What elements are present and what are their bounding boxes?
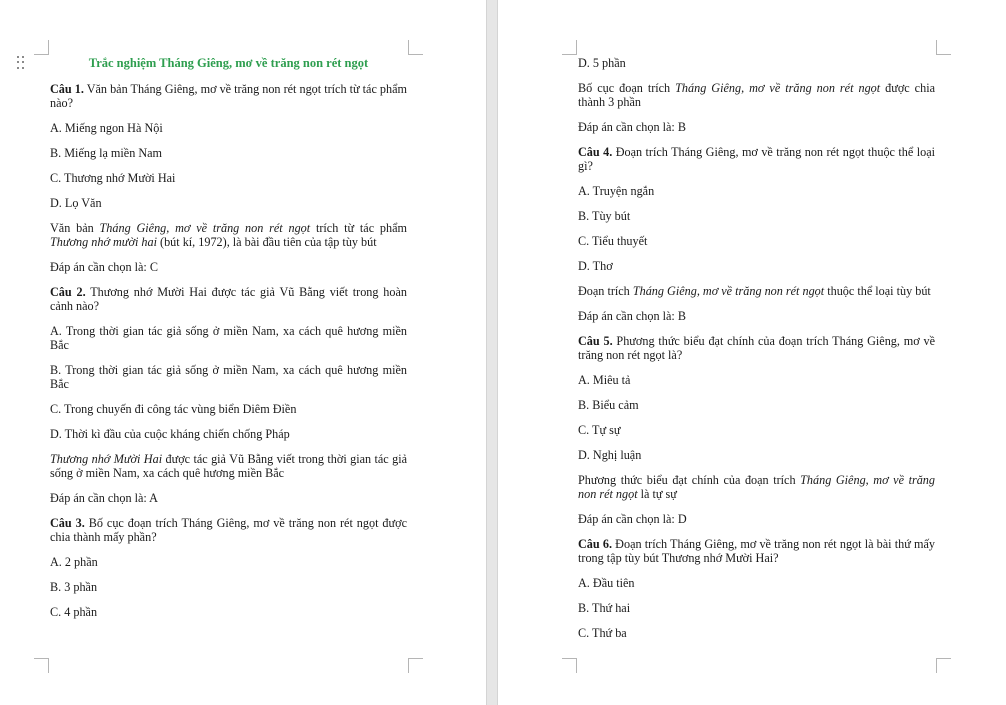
question-2 [50,285,407,313]
option: C. Tiểu thuyết [578,234,648,248]
option: C. Thứ ba [578,626,627,640]
question-number: Câu 5. [578,334,613,348]
page-content [578,56,935,651]
option: D. 5 phần [578,56,626,70]
page-corner-mark [408,40,423,55]
option: D. Thời kì đầu của cuộc kháng chiến chống Pháp [50,427,290,441]
page-corner-mark [408,658,423,673]
page-corner-mark [34,40,49,55]
question-4 [578,145,935,173]
answer: Đáp án cần chọn là: B [578,120,686,134]
question-number: Câu 2. [50,285,86,299]
question-text: Bố cục đoạn trích Tháng Giêng, mơ về trăng non rét ngọt được chia thành mấy phần? [50,516,407,544]
page-corner-mark [34,658,49,673]
document-page-left [0,0,486,705]
question-number: Câu 3. [50,516,85,530]
question-text: Đoạn trích Tháng Giêng, mơ về trăng non rét ngọt thuộc thể loại gì? [578,145,935,173]
question-text: Thương nhớ Mười Hai được tác giả Vũ Bằng viết trong hoàn cảnh nào? [50,285,407,313]
page-content [50,56,407,630]
answer: Đáp án cần chọn là: B [578,309,686,323]
question-3 [50,516,407,544]
question-1 [50,82,407,110]
answer: Đáp án cần chọn là: D [578,512,687,526]
explanation: Thương nhớ Mười Hai được tác giả Vũ Bằng viết trong thời gian tác giả sống ở miền Nam, xa cách quê hương miền Bắc [50,452,407,480]
page-corner-mark [936,40,951,55]
option: A. 2 phần [50,555,98,569]
option: B. Thứ hai [578,601,631,615]
document-title: Trắc nghiệm Tháng Giêng, mơ về trăng non rét ngọt [88,56,369,70]
question-number: Câu 1. [50,82,84,96]
option: B. 3 phần [50,580,98,594]
option: C. 4 phần [50,605,98,619]
option: A. Miêu tả [578,373,631,387]
option: A. Miếng ngon Hà Nội [50,121,163,135]
option: A. Đầu tiên [578,576,635,590]
page-corner-mark [562,658,577,673]
drag-handle-icon[interactable] [17,56,25,70]
option: C. Tự sự [578,423,621,437]
page-gutter [486,0,498,705]
question-text: Đoạn trích Tháng Giêng, mơ về trăng non rét ngọt là bài thứ mấy trong tập tùy bút Thương nhớ Mười Hai? [578,537,935,565]
document-page-right [498,0,1006,705]
answer: Đáp án cần chọn là: A [50,491,158,505]
option: B. Tùy bút [578,209,631,223]
question-number: Câu 6. [578,537,612,551]
question-text: Văn bản Tháng Giêng, mơ về trăng non rét ngọt trích từ tác phẩm nào? [50,82,407,110]
explanation: Đoạn trích Tháng Giêng, mơ về trăng non rét ngọt thuộc thể loại tùy bút [578,284,931,298]
option: D. Nghị luận [578,448,642,462]
option: A. Trong thời gian tác giả sống ở miền Nam, xa cách quê hương miền Bắc [50,324,407,352]
explanation: Phương thức biểu đạt chính của đoạn trích Tháng Giêng, mơ về trăng non rét ngọt là tự sự [578,473,935,501]
question-5 [578,334,935,362]
option: A. Truyện ngắn [578,184,655,198]
explanation: Bố cục đoạn trích Tháng Giêng, mơ về trăng non rét ngọt được chia thành 3 phần [578,81,935,109]
option: B. Trong thời gian tác giả sống ở miền Nam, xa cách quê hương miền Bắc [50,363,407,391]
option: B. Biểu cảm [578,398,639,412]
option: C. Trong chuyến đi công tác vùng biển Diêm Điền [50,402,297,416]
answer: Đáp án cần chọn là: C [50,260,158,274]
option: C. Thương nhớ Mười Hai [50,171,176,185]
explanation: Văn bản Tháng Giêng, mơ về trăng non rét ngọt trích từ tác phẩm Thương nhớ mười hai (bút kí, 1972), là bài đầu tiên của tập tùy bút [50,221,408,249]
question-text: Phương thức biểu đạt chính của đoạn trích Tháng Giêng, mơ về trăng non rét ngọt là? [578,334,935,362]
question-number: Câu 4. [578,145,613,159]
option: D. Thơ [578,259,613,273]
option: D. Lọ Văn [50,196,102,210]
page-corner-mark [562,40,577,55]
question-6 [578,537,935,565]
option: B. Miếng lạ miền Nam [50,146,163,160]
page-corner-mark [936,658,951,673]
